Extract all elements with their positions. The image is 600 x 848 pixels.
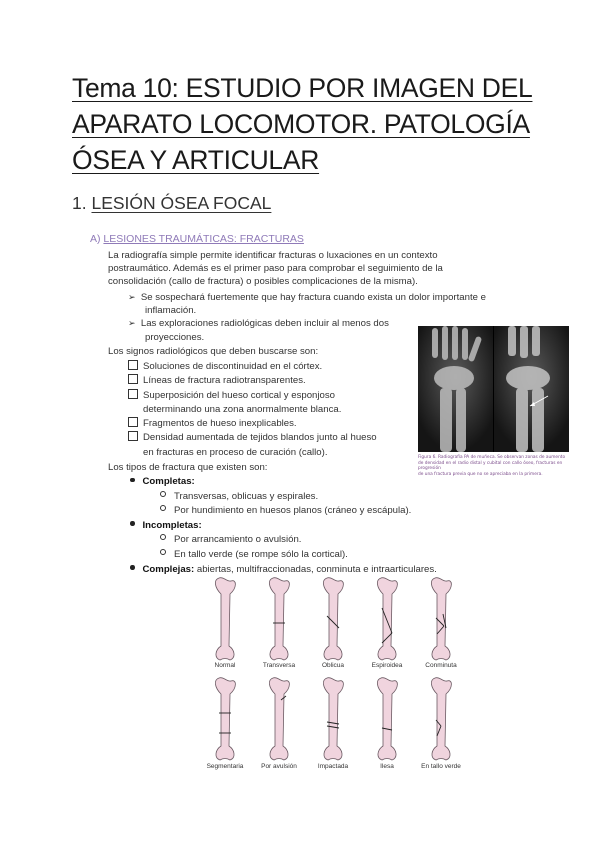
text-line: Densidad aumentada de tejidos blandos junto al hueso xyxy=(143,432,377,444)
text-line: en fracturas en proceso de curación (callo). xyxy=(143,446,328,458)
arrow-bullet-icon: ➢ xyxy=(128,318,136,329)
bone-shape xyxy=(377,578,397,660)
bone-illustration xyxy=(323,578,343,660)
xray-image xyxy=(418,326,569,452)
text-line: proyecciones. xyxy=(145,331,205,343)
bullet-icon xyxy=(130,565,135,570)
bone-label: Por avulsión xyxy=(261,763,297,770)
signs-list xyxy=(128,360,377,460)
bone-illustration xyxy=(377,578,397,660)
fracture-types-diagram xyxy=(195,575,485,775)
bone-label: Normal xyxy=(214,662,236,669)
text-line: Superposición del hueso cortical y esponjoso xyxy=(143,389,335,401)
type-label-complex: Complejas: xyxy=(142,563,195,575)
subsection-label: LESIONES TRAUMÁTICAS: FRACTURAS xyxy=(103,233,304,245)
text-line: Transversas, oblicuas y espirales. xyxy=(174,490,319,502)
bone-illustration xyxy=(269,678,289,760)
circle-bullet-icon xyxy=(160,534,166,540)
text-line: Fragmentos de hueso inexplicables. xyxy=(143,418,297,430)
text-line: consolidación (callo de fractura) o posibles complicaciones de la misma). xyxy=(108,276,418,288)
caption-line: de densidad en el radio distal y cubital con callo óseo, fracturas en progresión xyxy=(418,460,563,472)
types-list xyxy=(130,475,437,577)
subsection-letter: A) xyxy=(90,233,101,245)
types-heading: Los tipos de fractura que existen son: xyxy=(108,462,268,473)
circle-bullet-icon xyxy=(160,505,166,511)
arrow-item xyxy=(128,291,486,304)
page-title: Tema 10: ESTUDIO POR IMAGEN DEL APARATO LOCOMOTOR. PATOLOGÍA ÓSEA Y ARTICULAR xyxy=(72,73,533,175)
checkbox-icon xyxy=(128,431,138,441)
bone-shape xyxy=(323,678,343,760)
intro-paragraph xyxy=(108,249,443,289)
bone-label: Segmentaria xyxy=(206,763,244,770)
circle-bullet-icon xyxy=(160,491,166,497)
checkbox-icon xyxy=(128,389,138,399)
bone-shape xyxy=(377,678,397,760)
section-label: LESIÓN ÓSEA FOCAL xyxy=(91,193,272,213)
bone-illustration xyxy=(215,578,235,660)
checkbox-icon xyxy=(128,360,138,370)
bone-illustration xyxy=(269,578,289,660)
text-line: Soluciones de discontinuidad en el córtex. xyxy=(143,361,323,372)
text-line: En tallo verde (se rompe sólo la cortical). xyxy=(174,548,348,560)
bone-illustration xyxy=(431,678,451,760)
bone-shape xyxy=(215,578,235,660)
text-line: determinando una zona anormalmente blanca. xyxy=(143,403,342,415)
fracture-bones-svg xyxy=(195,575,485,775)
type-label-incomplete: Incompletas: xyxy=(142,519,202,531)
caption-line: de una fractura previa que no se apreciaba en la primera. xyxy=(418,471,543,477)
bone-illustration xyxy=(377,678,397,760)
xray-caption xyxy=(418,455,569,477)
bone-shape xyxy=(431,678,451,760)
bone-label: Ilesa xyxy=(380,763,394,770)
subsection-heading xyxy=(90,233,304,245)
circle-bullet-icon xyxy=(160,549,166,555)
text-line: Líneas de fractura radiotransparentes. xyxy=(143,375,306,387)
text-line: abiertas, multifraccionadas, conminuta e intraarticulares. xyxy=(194,563,437,575)
bone-illustration xyxy=(431,578,451,660)
bone-shape xyxy=(431,578,451,660)
text-line: Las exploraciones radiológicas deben incluir al menos dos xyxy=(140,318,389,330)
bone-shape xyxy=(215,678,235,760)
text-line: inflamación. xyxy=(145,305,197,317)
bone-label: En tallo verde xyxy=(421,763,461,770)
bone-label: Oblicua xyxy=(321,662,345,669)
section-number: 1. xyxy=(72,193,87,213)
bone-label: Espiroidea xyxy=(371,662,403,669)
bone-illustration xyxy=(215,678,235,760)
xray-wrist-image xyxy=(418,326,569,452)
type-label-complete: Completas: xyxy=(142,476,195,487)
text-line: Por arrancamiento o avulsión. xyxy=(174,534,302,546)
text-line: La radiografía simple permite identificar fracturas o luxaciones en un contexto xyxy=(108,250,438,261)
checkbox-icon xyxy=(128,374,138,384)
arrow-bullet-icon: ➢ xyxy=(128,292,136,302)
text-line: Se sospechará fuertemente que hay fractura cuando exista un dolor importante e xyxy=(140,292,486,303)
bone-shape xyxy=(269,578,289,660)
caption-line: Figura 6. Radiografía PA de muñeca. Se observan zonas de aumento xyxy=(418,455,566,460)
bullet-icon xyxy=(130,478,135,483)
bone-illustration xyxy=(323,678,343,760)
bullet-icon xyxy=(130,521,135,526)
bone-label: Impactada xyxy=(317,763,349,770)
bone-label: Transversa xyxy=(262,662,296,669)
section-heading xyxy=(72,193,271,214)
bone-shape xyxy=(323,578,343,660)
bone-label: Conminuta xyxy=(425,662,457,669)
bone-shape xyxy=(269,678,289,760)
checkbox-icon xyxy=(128,417,138,427)
text-line: postraumático. Además es el primer paso para comprobar el seguimiento de la xyxy=(108,263,443,275)
text-line: Por hundimiento en huesos planos (cráneo y escápula). xyxy=(174,505,412,517)
signs-heading: Los signos radiológicos que deben buscarse son: xyxy=(108,346,319,357)
